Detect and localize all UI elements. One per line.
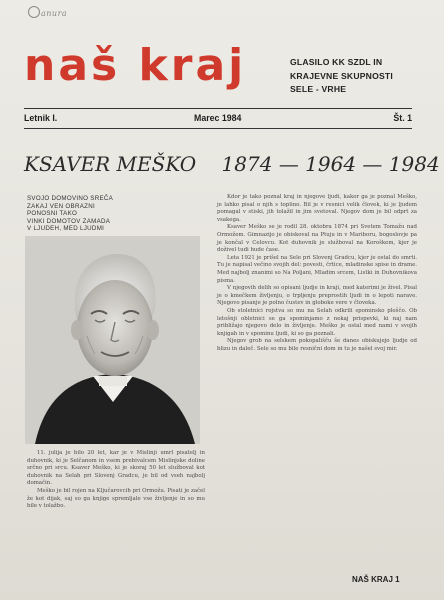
article-left-column (27, 450, 205, 511)
watermark-text: anura (41, 9, 68, 18)
article-paragraph: Leta 1921 je prišel na Sele pri Slovenj Gradcu, kjer je ostal do smrti. Tu je napisal večino svojih del: povesti, črtice, mladinske spise in drame. Med najbolj znanimi so Na Poljani, Mladim srcem, Listki in Duhovnikova pisma. (217, 254, 417, 284)
issue-date: Marec 1984 (194, 113, 242, 123)
article-paragraph: V njegovih delih so opisani ljudje in kraji, med katerimi je živel. Pisal je o kmečkem življenju, o trpljenju preprostih ljudi in o lepoti narave. Njegovo pisanje je polno čustev in globoke vere v človeka. (217, 285, 417, 307)
article-paragraph: Kdor je tako poznal kraj in njegove ljudi, kakor ga je poznal Meško, je lahko pisal o njih s toplino. Bil je v resnici velik človek, ki je ljudem pomagal v stiski, jih tolažil in jim svetoval. Njegov dom je bil odprt za vsakega. (217, 194, 417, 223)
issue-info-bar (24, 113, 412, 127)
article-paragraph: 11. julija je bilo 20 let, kar je v Mislinji umrl pisatelj in duhovnik, ki je Selčanom in vsem prebivalcem Mislinjske doline srčno pri srcu. Ksaver Meško, ki je skoraj 50 let služboval kot duhovnik na Selah pri Slovenj Gradcu, je bil od vseh najbolj domačin. (27, 450, 205, 487)
article-headline: KSAVER MEŠKO 1874 — 1964 — 1984 (24, 152, 440, 176)
masthead-subtitle-line: KRAJEVNE SKUPNOSTI (290, 70, 393, 81)
masthead-rule (24, 108, 412, 109)
caption-line: ZAKAJ VEN OBRAZNI (27, 202, 96, 210)
page-footer: NAŠ KRAJ 1 (352, 575, 400, 584)
watermark-logo-icon (28, 6, 40, 18)
article-paragraph: Ob stoletnici rojstva so mu na Selah odkrili spominsko ploščo. Ob letošnji obletnici se ga spominjamo z nekaj prispevki, ki naj nam približajo njegovo delo in življenje. Meško je ostal med nami v svojih knjigah in v spominu ljudi, ki so ga poznali. (217, 307, 417, 337)
portrait-illustration (25, 236, 200, 444)
masthead-subtitle-line: SELE - VRHE (290, 84, 347, 94)
caption-line: SVOJO DOMOVINO SREČA (27, 195, 114, 202)
portrait-photo (25, 236, 200, 444)
issue-volume: Letnik I. (24, 113, 58, 123)
caption-line: V LJUDEH, MED LJUDMI (27, 225, 105, 233)
issue-page: Št. 1 (393, 113, 412, 123)
article-right-column (217, 194, 417, 353)
watermark (28, 6, 67, 18)
article-paragraph: Ksaver Meško se je rodil 28. oktobra 1874 pri Svetem Tomažu nad Ormožem. Gimnazijo je obiskoval na Ptuju in v Mariboru, bogoslovje pa je končal v Celovcu. Kot duhovnik je služboval na Koroškem, kjer je doživel tudi hude čase. (217, 224, 417, 254)
masthead-subtitle-line: GLASILO KK SZDL IN (290, 57, 383, 67)
caption-line: VINKI DOMOTOV ZAMADA (27, 217, 111, 225)
article-paragraph: Meško je bil rojen na Ključarovcih pri Ormožu. Pisati je začel že kot dijak, saj so ga knjige spremljale vse življenje in so mu bile v tolažbo. (27, 487, 205, 510)
caption-line: PONOSNI TAKO (27, 210, 78, 218)
infobar-rule (24, 128, 412, 129)
masthead-subtitle (290, 56, 393, 97)
photo-caption (27, 195, 197, 233)
masthead-title: naš kraj (24, 40, 247, 91)
article-paragraph: Njegov grob na selskem pokopališču še danes obiskujejo ljudje od blizu in daleč. Sele so mu bile resnični dom in tu je našel svoj mir. (217, 338, 417, 352)
